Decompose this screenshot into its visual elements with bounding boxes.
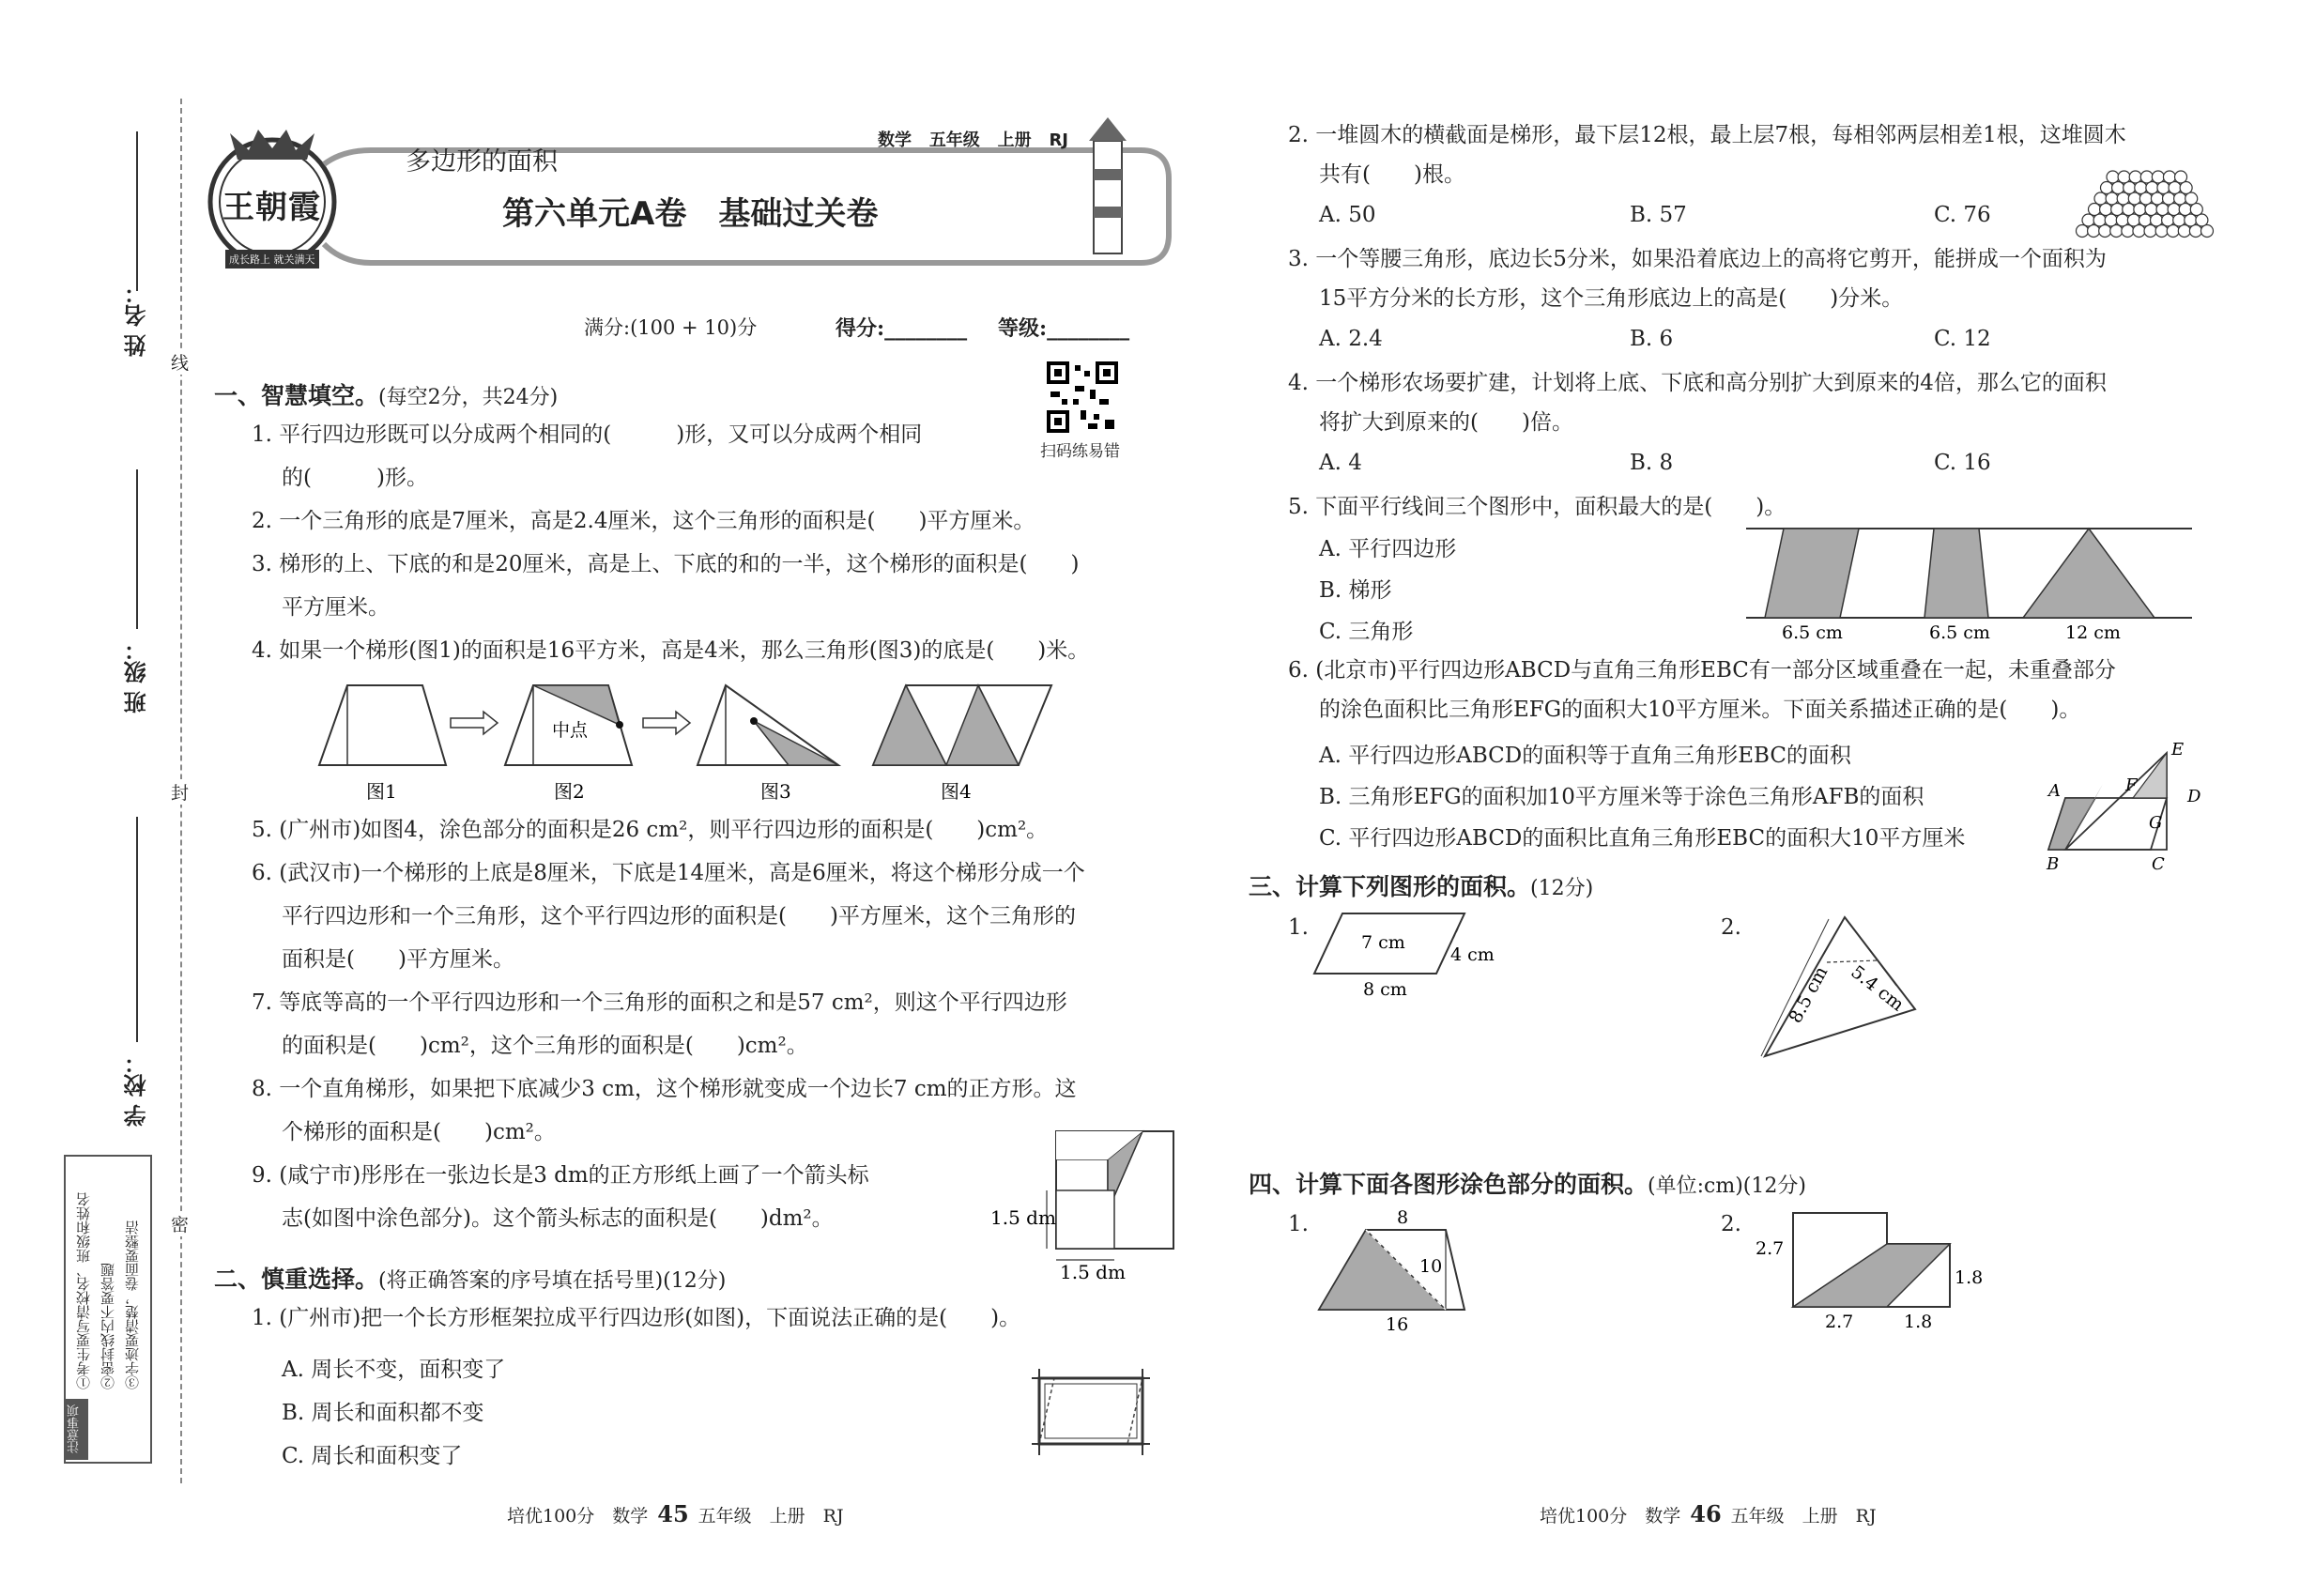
s2-q2-line1: 2. 一堆圆木的横截面是梯形，最下层12根，最上层7根，每相邻两层相差1根，这堆圆木 — [1288, 123, 2126, 147]
s1-q6-line3: 面积是( )平方厘米。 — [282, 947, 514, 972]
q5-dim-2: 6.5 cm — [1929, 622, 1990, 643]
s2-q6-option-c[interactable]: C. 平行四边形ABCD的面积比直角三角形EBC的面积大10平方厘米 — [1319, 826, 1966, 851]
s2-q5-parallel-figures — [1746, 521, 2197, 643]
s3-item2-number: 2. — [1721, 915, 1741, 940]
s1-q8-line1: 8. 一个直角梯形，如果把下底减少3 cm，这个梯形就变成一个边长7 cm的正方形。这 — [252, 1077, 1077, 1101]
section2-title: 二、慎重选择。 — [214, 1266, 379, 1293]
grade-field[interactable]: 等级:________ — [998, 316, 1130, 341]
s2-q1-option-a[interactable]: A. 周长不变，面积变了 — [282, 1358, 506, 1382]
log-end — [2129, 171, 2141, 183]
section4-heading — [1249, 1166, 1806, 1200]
class-label: 班 级： — [124, 638, 150, 714]
footer-left-post: 五年级 上册 RJ — [698, 1506, 844, 1527]
footer-right-post: 五年级 上册 RJ — [1730, 1506, 1877, 1527]
section3-title: 三、计算下列图形的面积。 — [1249, 873, 1531, 900]
s1-q7-line2: 的面积是( )cm²，这个三角形的面积是( )cm²。 — [282, 1034, 808, 1058]
section2-note: (将正确答案的序号填在括号里)(12分) — [378, 1269, 727, 1293]
s2-q5-option-a[interactable]: A. 平行四边形 — [1319, 537, 1457, 561]
s1-q4-figures — [319, 676, 1070, 807]
notice-line-1: ①考生要写清校名、班级和姓名 — [75, 1192, 92, 1389]
s1-q7-line1: 7. 等底等高的一个平行四边形和一个三角形的面积之和是57 cm²，则这个平行四边形 — [252, 990, 1067, 1015]
s2-q5-option-b[interactable]: B. 梯形 — [1319, 578, 1392, 603]
s1-q6-line1: 6. (武汉市)一个梯形的上底是8厘米，下底是14厘米，高是6厘米，将这个梯形分成一个 — [252, 861, 1085, 885]
fig4-parallelogram — [873, 685, 1051, 765]
s4-f1-bottom: 16 — [1386, 1314, 1409, 1335]
s2-q3-line2: 15平方分米的长方形，这个三角形底边上的高是( )分米。 — [1319, 286, 1904, 311]
s2-q2-option-a[interactable]: A. 50 — [1319, 203, 1376, 227]
arrow-1 — [451, 712, 498, 734]
fig1-trapezoid — [319, 685, 446, 765]
s1-q8-line2: 个梯形的面积是( )cm²。 — [282, 1120, 556, 1144]
s2-q2-log-pile — [2075, 158, 2197, 238]
unit-topic: 多边形的面积 — [406, 147, 558, 176]
page-title: 第六单元A卷 基础过关卷 — [502, 195, 879, 233]
s1-q6-line2: 平行四边形和一个三角形，这个平行四边形的面积是( )平方厘米，这个三角形的 — [282, 904, 1076, 928]
section3-note: (12分) — [1530, 877, 1594, 900]
s3-f2-height: 5.4 cm — [1847, 961, 1909, 1016]
log-end — [2094, 192, 2107, 205]
s3-f1-side: 7 cm — [1361, 932, 1405, 953]
s1-q9-line2: 志(如图中涂色部分)。这个箭头标志的面积是( )dm²。 — [282, 1206, 834, 1231]
s2-q3-line1: 3. 一个等腰三角形，底边长5分米，如果沿着底边上的高将它剪开，能拼成一个面积为 — [1288, 247, 2107, 271]
name-field[interactable] — [136, 131, 138, 291]
section4-note: (单位:cm)(12分) — [1648, 1174, 1806, 1198]
s2-q4-line2: 将扩大到原来的( )倍。 — [1319, 410, 1573, 435]
meta-edition: RJ — [1049, 130, 1068, 150]
s4-f1-top: 8 — [1397, 1207, 1409, 1228]
name-label: 姓 名： — [124, 282, 150, 358]
s2-q3-option-c[interactable]: C. 12 — [1934, 327, 1991, 351]
section1-note: (每空2分，共24分) — [378, 386, 559, 409]
log-end — [2101, 182, 2113, 194]
header-meta — [878, 127, 1068, 151]
s2-q1-option-b[interactable]: B. 周长和面积都不变 — [282, 1401, 484, 1425]
s2-q2-line2: 共有( )根。 — [1319, 162, 1465, 187]
s2-q1-option-c[interactable]: C. 周长和面积变了 — [282, 1444, 463, 1468]
s1-q3-line2: 平方厘米。 — [282, 595, 390, 620]
s3-f2-side: 8.5 cm — [1785, 962, 1832, 1027]
s1-q9-arrow-figure — [990, 1127, 1159, 1283]
score-full: 满分:(100 + 10)分 — [584, 316, 758, 339]
footer-left — [507, 1500, 844, 1527]
class-field[interactable] — [136, 469, 138, 629]
log-end — [2107, 171, 2119, 183]
pt-A: A — [2048, 781, 2061, 801]
qr-caption: 扫码练易错 — [1040, 442, 1120, 461]
pt-F: F — [2125, 775, 2138, 795]
pt-G: G — [2149, 813, 2163, 833]
page-number-45: 45 — [657, 1500, 689, 1527]
s3-triangle-figure — [1737, 906, 1924, 1070]
section1-title: 一、智慧填空。 — [214, 382, 379, 409]
s2-q1: 1. (广州市)把一个长方形框架拉成平行四边形(如图)，下面说法正确的是( )。 — [252, 1306, 1021, 1330]
meta-grade: 五年级 — [928, 130, 980, 150]
s2-q6-line1: 6. (北京市)平行四边形ABCD与直角三角形EBC有一部分区域重叠在一起，未重叠部分 — [1288, 658, 2116, 683]
page-number-46: 46 — [1690, 1500, 1722, 1527]
fold-mark-3: 密 — [171, 1211, 189, 1236]
s1-q1-line1: 1. 平行四边形既可以分成两个相同的( )形，又可以分成两个相同 — [252, 422, 923, 447]
s2-q4-line1: 4. 一个梯形农场要扩建，计划将上底、下底和高分别扩大到原来的4倍，那么它的面积 — [1288, 371, 2107, 395]
s2-q4-option-c[interactable]: C. 16 — [1934, 451, 1991, 475]
log-end — [2118, 171, 2130, 183]
meta-subject: 数学 — [878, 130, 912, 150]
fig2-midpoint-label: 中点 — [552, 720, 589, 741]
log-end — [2163, 171, 2175, 183]
notice-line-2: ②密封线内不要答题 — [100, 1263, 116, 1389]
s4-item2-number: 2. — [1721, 1212, 1741, 1236]
log-end — [2152, 171, 2164, 183]
s2-q6-line2: 的涂色面积比三角形EFG的面积大10平方厘米。下面关系描述正确的是( )。 — [1319, 698, 2081, 722]
pt-C: C — [2152, 854, 2165, 874]
s3-f1-height: 4 cm — [1450, 944, 1495, 965]
s3-f1-base: 8 cm — [1363, 979, 1407, 1000]
s4-item1-number: 1. — [1288, 1212, 1309, 1236]
pt-E: E — [2171, 740, 2185, 760]
fig2-label: 图2 — [554, 780, 585, 803]
s2-q4-option-a[interactable]: A. 4 — [1319, 451, 1362, 475]
q9-dim-bottom: 1.5 dm — [1060, 1261, 1126, 1283]
s2-q6-option-a[interactable]: A. 平行四边形ABCD的面积等于直角三角形EBC的面积 — [1319, 744, 1851, 768]
s3-item1-number: 1. — [1288, 915, 1309, 940]
fig4-label: 图4 — [941, 780, 972, 803]
log-end — [2082, 214, 2094, 226]
s2-q3-option-b[interactable]: B. 6 — [1630, 327, 1674, 351]
qr-code[interactable] — [1047, 361, 1118, 433]
logo-banner: 成长路上 就关满天 — [229, 253, 315, 266]
fig1-label: 图1 — [366, 780, 397, 803]
s2-q3-option-a[interactable]: A. 2.4 — [1319, 327, 1383, 351]
pt-B: B — [2047, 854, 2060, 874]
q9-dim-left: 1.5 dm — [990, 1206, 1056, 1229]
footer-left-pre: 培优100分 数学 — [507, 1506, 649, 1527]
s2-q6-option-b[interactable]: B. 三角形EFG的面积加10平方厘米等于涂色三角形AFB的面积 — [1319, 785, 1924, 809]
log-end — [2175, 171, 2187, 183]
s2-q1-frame-figure — [1028, 1361, 1155, 1460]
section4-title: 四、计算下面各图形涂色部分的面积。 — [1249, 1171, 1648, 1198]
arrow-2 — [643, 712, 690, 734]
school-field[interactable] — [136, 817, 138, 1042]
footer-right — [1540, 1500, 1877, 1527]
footer-right-pre: 培优100分 数学 — [1540, 1506, 1681, 1527]
s4-f2-left-side: 2.7 — [1756, 1238, 1785, 1259]
meta-volume: 上册 — [997, 130, 1032, 150]
s4-f1-height: 10 — [1419, 1256, 1443, 1277]
s3-parallelogram-figure — [1314, 906, 1521, 1000]
notice-line-3: ③字迹要清楚，卷面要整洁 — [124, 1220, 141, 1389]
section2-heading — [214, 1261, 726, 1295]
s1-q2: 2. 一个三角形的底是7厘米，高是2.4厘米，这个三角形的面积是( )平方厘米。 — [252, 509, 1035, 533]
s2-q6-geometry-figure — [2047, 742, 2206, 873]
notice-title: 注意事项 — [66, 1399, 88, 1460]
fold-mark-1: 线 — [171, 349, 189, 375]
log-end — [2140, 171, 2153, 183]
s1-q9-line1: 9. (咸宁市)彤彤在一张边长是3 dm的正方形纸上画了一个箭头标 — [252, 1163, 869, 1188]
s1-q5: 5. (广州市)如图4，涂色部分的面积是26 cm²，则平行四边形的面积是( )cm²。 — [252, 818, 1049, 842]
pt-D: D — [2187, 787, 2201, 806]
s2-q2-option-b[interactable]: B. 57 — [1630, 203, 1687, 227]
s4-f2-bottom-left: 2.7 — [1825, 1312, 1854, 1332]
q5-dim-3: 12 cm — [2065, 622, 2121, 643]
fold-mark-2: 封 — [171, 779, 189, 805]
school-label: 学 校： — [124, 1051, 150, 1128]
s4-f2-right-side: 1.8 — [1955, 1267, 1984, 1288]
s2-q5: 5. 下面平行线间三个图形中，面积最大的是( )。 — [1288, 495, 1786, 519]
fig3-label: 图3 — [760, 780, 791, 803]
s2-q4-option-b[interactable]: B. 8 — [1630, 451, 1674, 475]
logo-text: 王朝霞 — [222, 189, 321, 226]
s1-q3-line1: 3. 梯形的上、下底的和是20厘米，高是上、下底的和的一半，这个梯形的面积是( ) — [252, 552, 1080, 576]
q5-dim-1: 6.5 cm — [1782, 622, 1843, 643]
s2-q2-option-c[interactable]: C. 76 — [1934, 203, 1991, 227]
log-end — [2089, 204, 2101, 216]
s4-trapezoid-figure — [1314, 1206, 1483, 1333]
section1-heading — [214, 377, 558, 411]
s2-q5-option-c[interactable]: C. 三角形 — [1319, 620, 1414, 644]
s1-q1-line2: 的( )形。 — [282, 466, 428, 490]
log-end — [2077, 225, 2089, 238]
section3-heading — [1249, 868, 1593, 902]
s1-q4: 4. 如果一个梯形(图1)的面积是16平方米，高是4米，那么三角形(图3)的底是( )米。 — [252, 638, 1090, 663]
s4-squares-figure — [1746, 1202, 1984, 1333]
fig3 — [698, 685, 838, 765]
s4-f2-bottom-right: 1.8 — [1904, 1312, 1933, 1332]
score-got-field[interactable]: 得分:________ — [836, 316, 968, 341]
